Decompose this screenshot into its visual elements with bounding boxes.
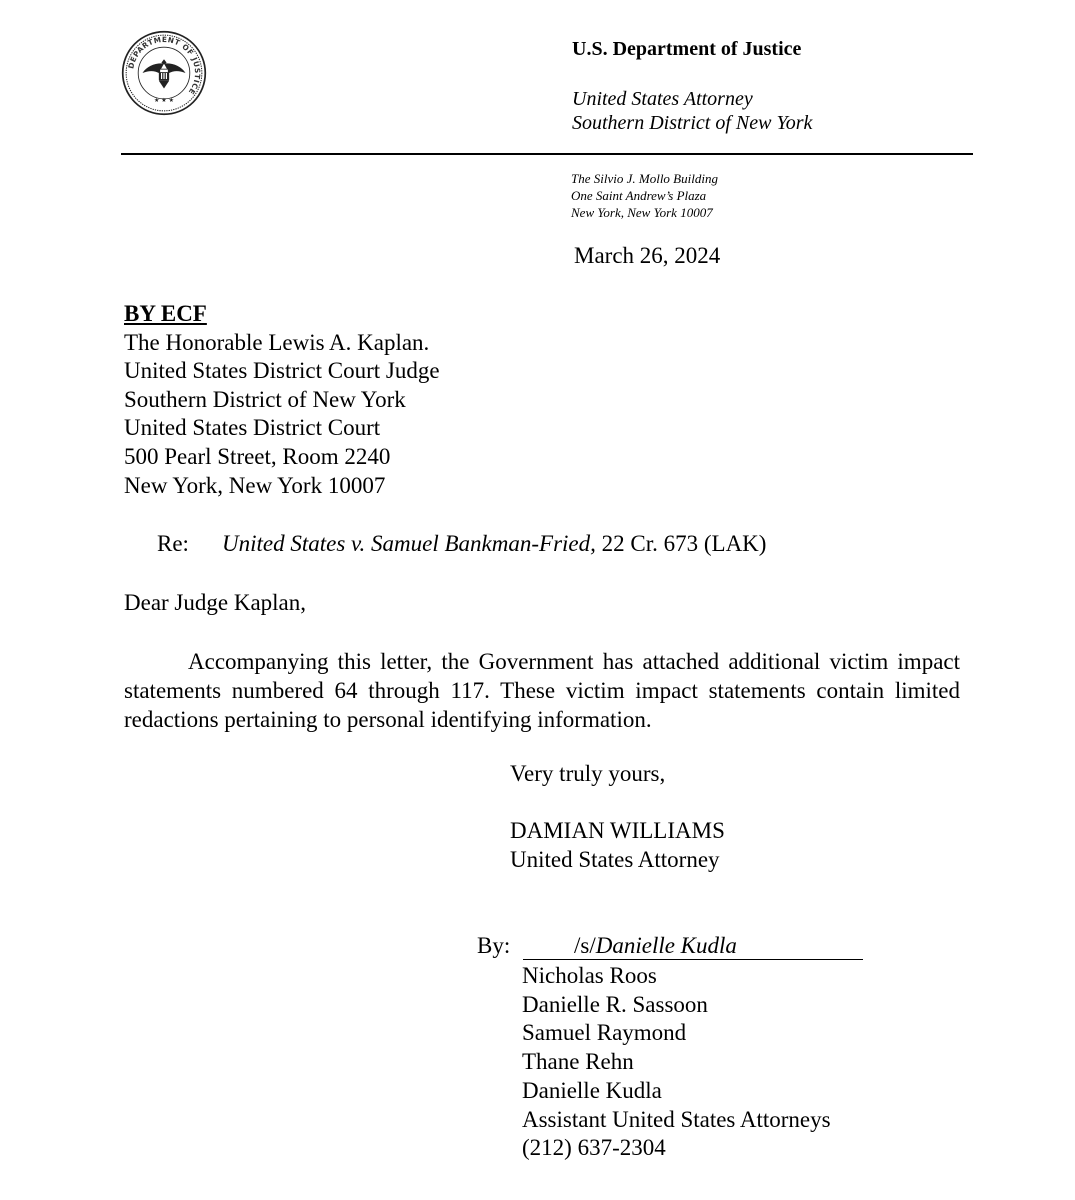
- delivery-method: BY ECF: [124, 301, 207, 326]
- attorney-phone: (212) 637-2304: [522, 1135, 666, 1161]
- signature-prefix: /s/: [574, 933, 596, 958]
- letter-date: March 26, 2024: [574, 243, 721, 268]
- signer-name: DAMIAN WILLIAMS: [510, 818, 725, 843]
- office-address-line: One Saint Andrew’s Plaza: [571, 188, 707, 203]
- recipient-line: United States District Court Judge: [124, 358, 440, 383]
- body-paragraph: Accompanying this letter, the Government has attached additional victim impact statements numbered 64 through 117. These victim impact statements contain limited redactions pertaining to personal identifying information.: [124, 649, 960, 732]
- doj-seal-icon: [121, 30, 207, 116]
- recipient-line: The Honorable Lewis A. Kaplan.: [124, 330, 430, 355]
- re-subject: [222, 531, 766, 557]
- attorney-list: [522, 962, 831, 1163]
- attorney-name: Nicholas Roos: [522, 963, 657, 988]
- signature-by-label: By:: [477, 933, 511, 958]
- electronic-signature: [574, 933, 737, 959]
- salutation: Dear Judge Kaplan,: [124, 590, 307, 615]
- header-divider: [121, 153, 973, 155]
- recipient-line: Southern District of New York: [124, 387, 406, 412]
- recipient-line: New York, New York 10007: [124, 473, 386, 498]
- department-name: U.S. Department of Justice: [572, 38, 802, 60]
- signature-line: [523, 933, 863, 960]
- signer-title: United States Attorney: [510, 847, 720, 872]
- office-address-line: The Silvio J. Mollo Building: [571, 171, 718, 186]
- signature-name: Danielle Kudla: [595, 933, 737, 958]
- office-line-2: Southern District of New York: [572, 112, 813, 134]
- case-number: 22 Cr. 673 (LAK): [595, 531, 767, 556]
- attorney-name: Thane Rehn: [522, 1049, 634, 1075]
- attorney-name: Danielle Kudla: [522, 1077, 662, 1103]
- svg-text:★ ★ ★: ★ ★ ★: [153, 97, 175, 105]
- seal-text: DEPARTMENT OF JUSTICE: [126, 34, 203, 97]
- attorney-name: Danielle R. Sassoon: [522, 991, 708, 1017]
- attorney-title: Assistant United States Attorneys: [522, 1106, 831, 1132]
- re-label: Re:: [157, 531, 189, 556]
- attorney-name: Samuel Raymond: [522, 1020, 687, 1046]
- office-address-line: New York, New York 10007: [571, 205, 713, 220]
- office-line-1: United States Attorney: [572, 88, 753, 110]
- recipient-line: 500 Pearl Street, Room 2240: [124, 444, 391, 469]
- case-name: United States v. Samuel Bankman-Fried,: [222, 531, 596, 556]
- closing: Very truly yours,: [510, 761, 666, 786]
- recipient-line: United States District Court: [124, 415, 381, 440]
